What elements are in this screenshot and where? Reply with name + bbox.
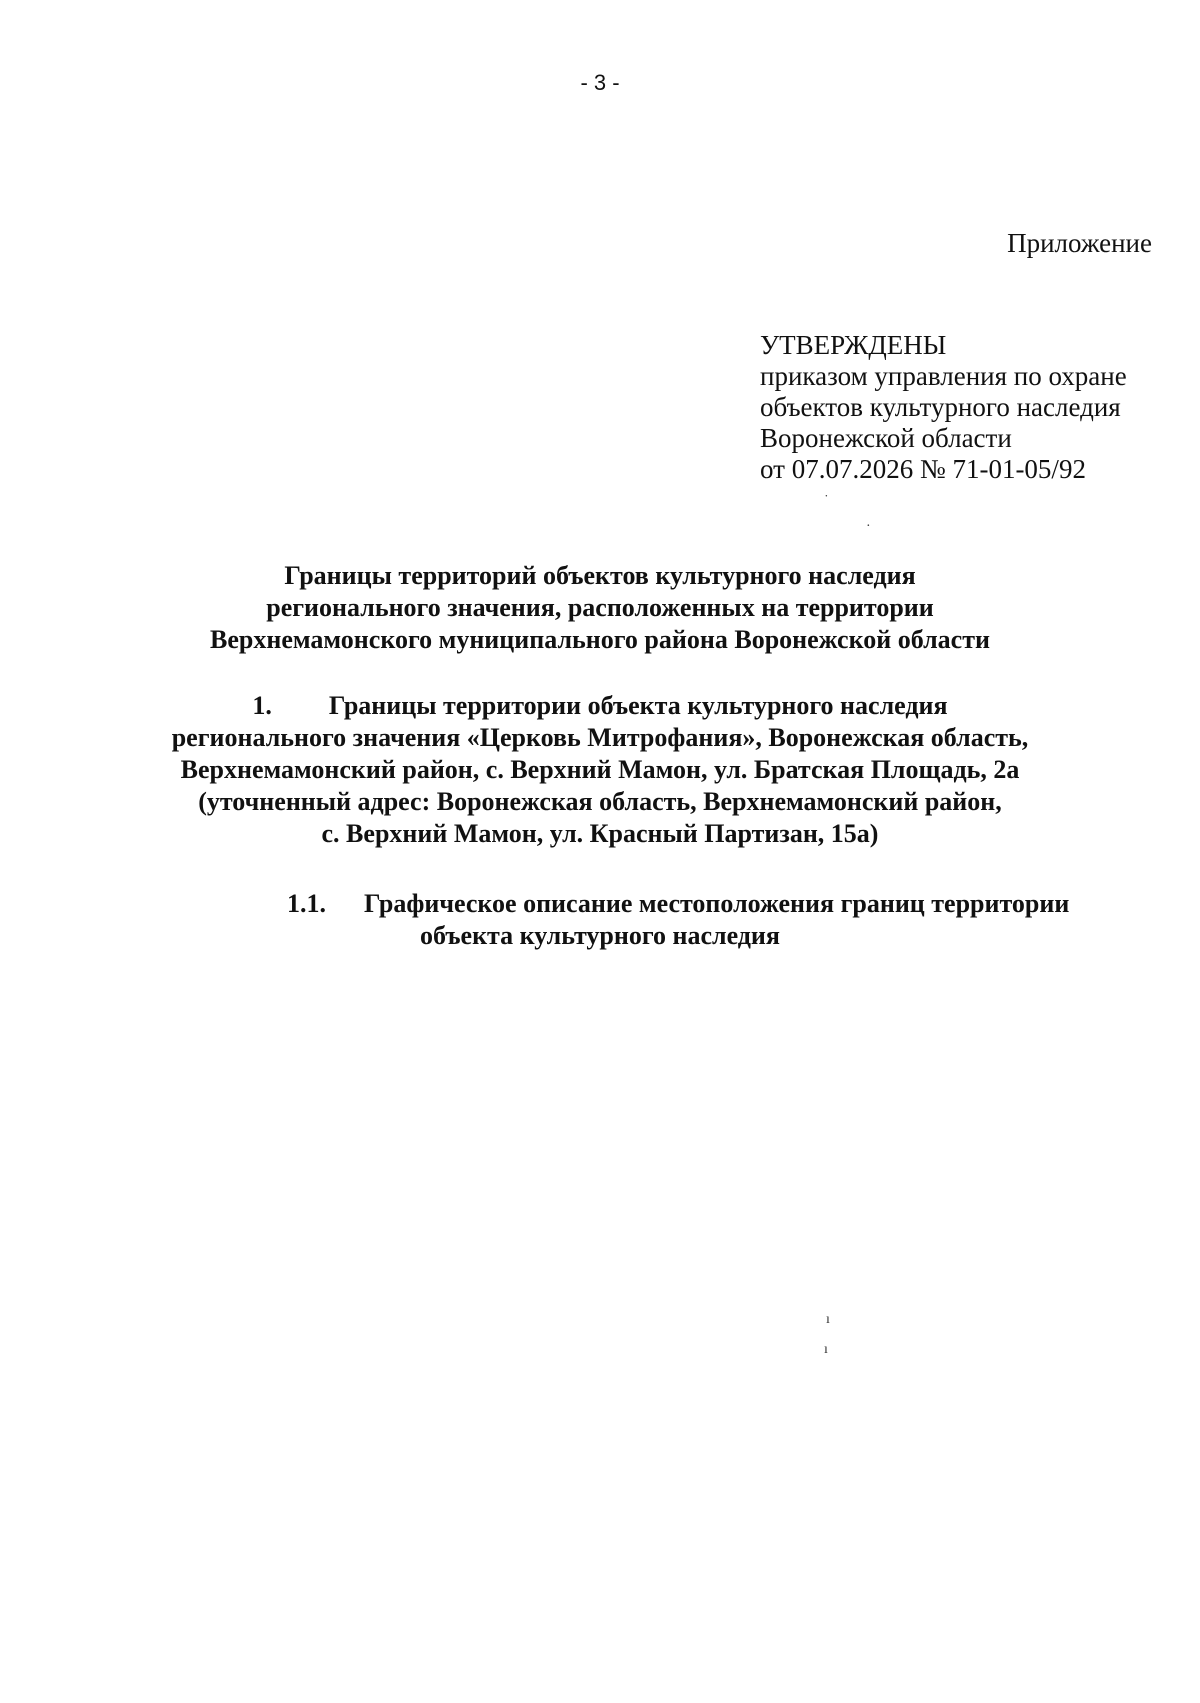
- title-line: Границы территорий объектов культурного наследия: [284, 561, 916, 590]
- approval-order-line: от 07.07.2026 № 71-01-05/92: [760, 454, 1086, 484]
- subsection-first-line-text: Графическое описание местоположения границ территории: [364, 889, 1070, 918]
- section-1-line: регионального значения «Церковь Митрофания», Воронежская область,: [171, 723, 1029, 752]
- approval-line: Воронежской области: [760, 423, 1012, 453]
- document-title: [0, 560, 1200, 656]
- page-number: - 3 -: [580, 70, 620, 95]
- scan-speck: ˙: [824, 493, 829, 508]
- approval-block: [760, 330, 1127, 485]
- approval-heading: УТВЕРЖДЕНЫ: [760, 330, 947, 360]
- section-1-first-line: [0, 690, 1200, 722]
- approval-line: объектов культурного наследия: [760, 392, 1121, 422]
- scan-speck: ·: [866, 519, 871, 534]
- subsection-second-line: объекта культурного наследия: [420, 921, 780, 950]
- title-line: Верхнемамонского муниципального района Воронежской области: [210, 625, 990, 654]
- scan-speck: ı: [824, 1342, 828, 1357]
- subsection-number: 1.1.: [287, 889, 326, 918]
- section-1-first-line-text: Границы территории объекта культурного наследия: [328, 691, 948, 720]
- section-1-line: Верхнемамонский район, с. Верхний Мамон, ул. Братская Площадь, 2а: [180, 755, 1020, 784]
- section-1-line: с. Верхний Мамон, ул. Красный Партизан, 15а): [321, 819, 879, 848]
- scan-speck: ı: [826, 1312, 830, 1327]
- section-number: 1.: [252, 691, 272, 720]
- appendix-label: Приложение: [1007, 228, 1152, 258]
- subsection-first-line: [287, 888, 1069, 920]
- section-1-line: (уточненный адрес: Воронежская область, Верхнемамонский район,: [198, 787, 1002, 816]
- title-line: регионального значения, расположенных на территории: [266, 593, 934, 622]
- approval-line: приказом управления по охране: [760, 361, 1127, 391]
- section-1-heading: [0, 690, 1200, 850]
